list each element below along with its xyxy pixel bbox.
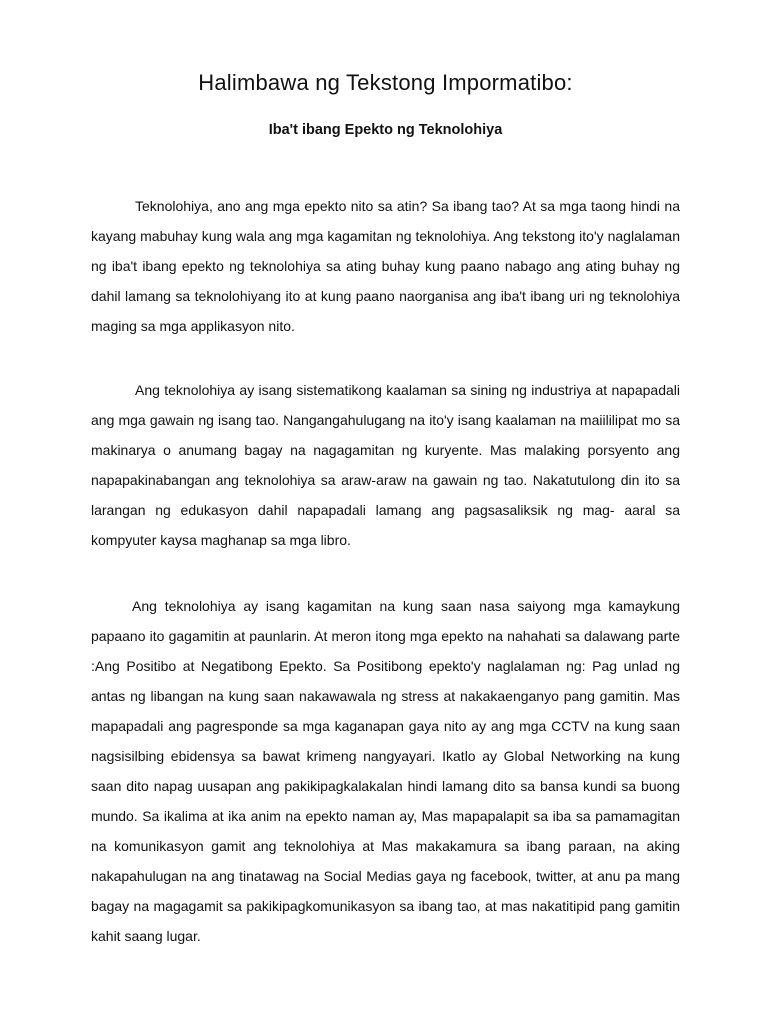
document-subtitle: Iba't ibang Epekto ng Teknolohiya (268, 122, 503, 138)
paragraph-3: Ang teknolohiya ay isang kagamitan na kung saan nasa saiyong mga kamaykung papaano ito gagamitin at paunlarin. At meron itong mga epekto na nahahati sa dalawang parte :Ang Positibo at Negatibong Epekto. Sa Positibong epekto'y naglalaman ng: Pag unlad ng antas ng libangan na kung saan nakawawala ng stress at nakakaenganyo pang gamitin. Mas mapapadali ang pagresponde sa mga kaganapan gaya nito ay ang mga CCTV na kung saan nagsisilbing ebidensya sa bawat krimeng nangyayari. Ikatlo ay Global Networking na kung saan dito napag uusapan ang pakikipagkalakalan hindi lamang dito sa bansa kundi sa buong mundo. Sa ikalima at ika anim na epekto naman ay, Mas mapapalapit sa iba sa pamamagitan na komunikasyon gamit ang teknolohiya at Mas makakamura sa ibang paraan, na aking nakapahulugan na ang tinatawag na Social Medias gaya ng facebook, twitter, at anu pa mang bagay na magagamit sa pakikipagkomunikasyon sa ibang tao, at mas nakatitipid pang gamitin kahit saang lugar. (91, 598, 680, 944)
paragraph-1: Teknolohiya, ano ang mga epekto nito sa atin? Sa ibang tao? At sa mga taong hindi na kayang mabuhay kung wala ang mga kagamitan ng teknolohiya. Ang tekstong ito'y naglalaman ng iba't ibang epekto ng teknolohiya sa ating buhay kung paano nabago ang ating buhay ng dahil lamang sa teknolohiyang ito at kung paano naorganisa ang iba't ibang uri ng teknolohiya maging sa mga applikasyon nito. (91, 198, 680, 334)
document-title: Halimbawa ng Tekstong Impormatibo: (198, 70, 573, 95)
paragraph-2: Ang teknolohiya ay isang sistematikong kaalaman sa sining ng industriya at napapadali ang mga gawain ng isang tao. Nangangahulugang na ito'y isang kaalaman na maiililipat mo sa makinarya o anumang bagay na nagagamitan ng kuryente. Mas malaking porsyento ang napapakinabangan ang teknolohiya sa araw-araw na gawain ng tao. Nakatutulong din ito sa larangan ng edukasyon dahil napapadali lamang ang pagsasaliksik ng mag- aaral sa kompyuter kaysa maghanap sa mga libro. (91, 382, 680, 548)
